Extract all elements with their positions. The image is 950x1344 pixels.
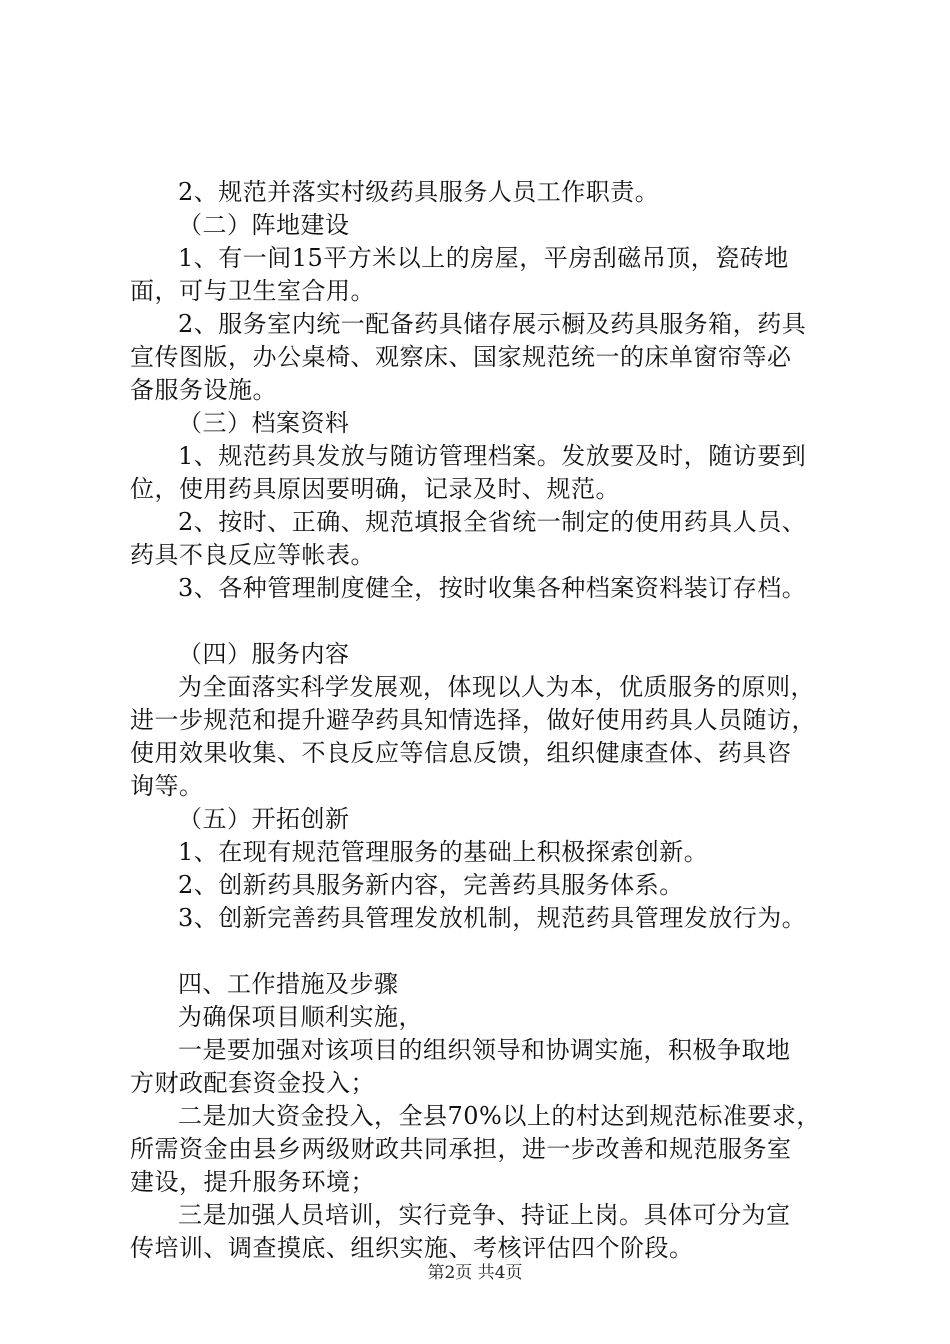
body-line: 3、各种管理制度健全，按时收集各种档案资料装订存档。 bbox=[178, 574, 807, 602]
body-line: 位，使用药具原因要明确，记录及时、规范。 bbox=[130, 475, 620, 503]
body-line: 为确保项目顺利实施， bbox=[178, 1003, 423, 1031]
body-line: 宣传图版，办公桌椅、观察床、国家规范统一的床单窗帘等必 bbox=[130, 343, 792, 371]
body-line: 进一步规范和提升避孕药具知情选择，做好使用药具人员随访， bbox=[130, 706, 816, 734]
body-line: 所需资金由县乡两级财政共同承担，进一步改善和规范服务室 bbox=[130, 1135, 792, 1163]
section-heading: 四、工作措施及步骤 bbox=[178, 970, 399, 998]
body-line: 2、规范并落实村级药具服务人员工作职责。 bbox=[178, 178, 660, 206]
body-line: 方财政配套资金投入； bbox=[130, 1069, 375, 1097]
body-line: 药具不良反应等帐表。 bbox=[130, 541, 375, 569]
section-heading: （五）开拓创新 bbox=[178, 805, 350, 833]
body-line: 为全面落实科学发展观，体现以人为本，优质服务的原则， bbox=[178, 673, 815, 701]
body-line: 建设，提升服务环境； bbox=[130, 1168, 375, 1196]
body-line: 3、创新完善药具管理发放机制，规范药具管理发放行为。 bbox=[178, 904, 807, 932]
body-line: 面，可与卫生室合用。 bbox=[130, 277, 375, 305]
body-line: 1、在现有规范管理服务的基础上积极探索创新。 bbox=[178, 838, 709, 866]
body-line: 1、有一间15平方米以上的房屋，平房刮磁吊顶，瓷砖地 bbox=[178, 244, 789, 272]
section-heading: （三）档案资料 bbox=[178, 409, 350, 437]
body-line: 传培训、调查摸底、组织实施、考核评估四个阶段。 bbox=[130, 1234, 694, 1262]
body-line: 1、规范药具发放与随访管理档案。发放要及时，随访要到 bbox=[178, 442, 807, 470]
section-heading: （二）阵地建设 bbox=[178, 211, 350, 239]
body-line: 一是要加强对该项目的组织领导和协调实施，积极争取地 bbox=[178, 1036, 791, 1064]
page-number-footer: 第2页 共4页 bbox=[427, 1263, 523, 1283]
body-line: 三是加强人员培训，实行竞争、持证上岗。具体可分为宣 bbox=[178, 1201, 791, 1229]
body-line: 2、服务室内统一配备药具储存展示橱及药具服务箱，药具 bbox=[178, 310, 807, 338]
section-heading: （四）服务内容 bbox=[178, 640, 350, 668]
body-line: 二是加大资金投入，全县70%以上的村达到规范标准要求， bbox=[178, 1102, 821, 1130]
body-line: 2、按时、正确、规范填报全省统一制定的使用药具人员、 bbox=[178, 508, 807, 536]
body-line: 询等。 bbox=[130, 772, 204, 800]
body-line: 2、创新药具服务新内容，完善药具服务体系。 bbox=[178, 871, 684, 899]
body-line: 使用效果收集、不良反应等信息反馈，组织健康查体、药具咨 bbox=[130, 739, 792, 767]
body-line: 备服务设施。 bbox=[130, 376, 277, 404]
